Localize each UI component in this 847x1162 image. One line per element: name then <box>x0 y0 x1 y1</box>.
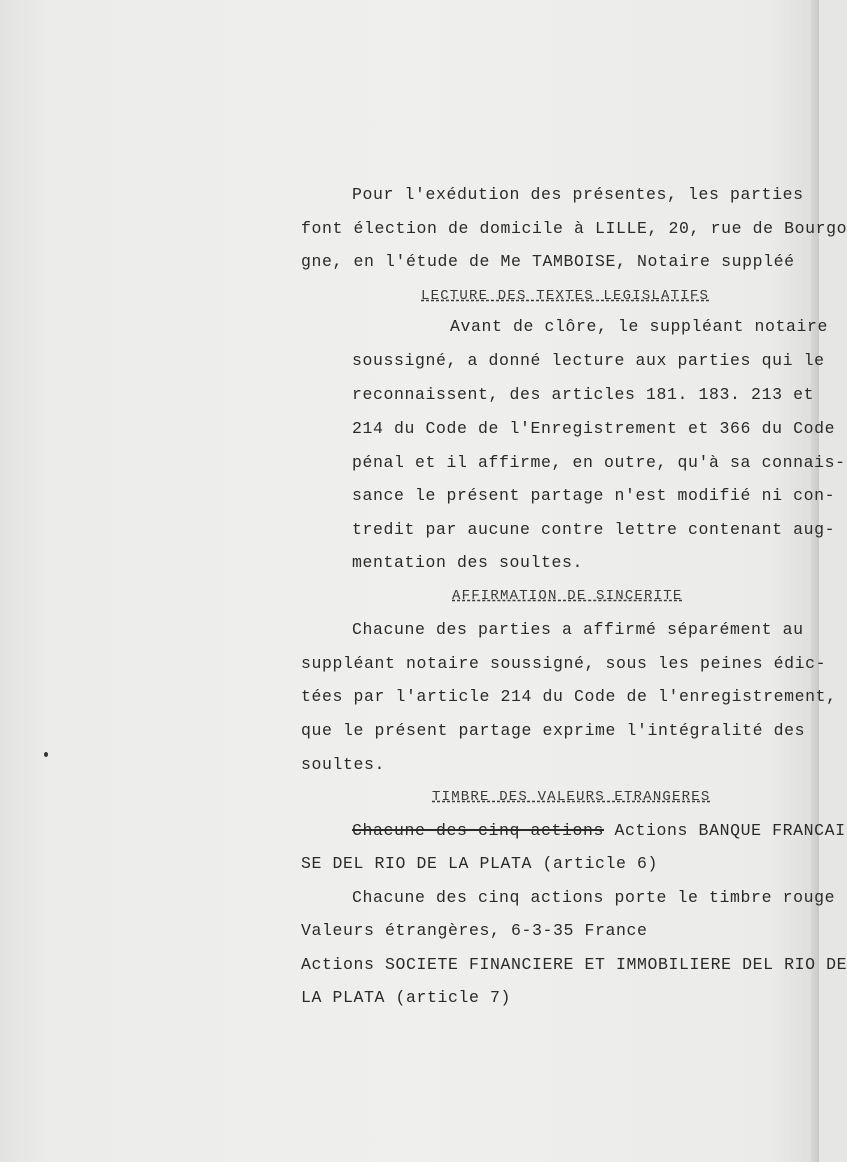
text-line: Valeurs étrangères, 6-3-35 France <box>301 921 648 940</box>
section-heading: LECTURE DES TEXTES LEGISLATIFS <box>421 288 710 304</box>
text-line: tées par l'article 214 du Code de l'enregistrement, <box>301 687 837 706</box>
text-line: tredit par aucune contre lettre contenant aug- <box>352 520 836 539</box>
text-line: soultes. <box>301 755 386 774</box>
ink-speck <box>44 752 48 757</box>
text-line: Chacune des cinq actions porte le timbre rouge <box>352 888 836 907</box>
text-line: soussigné, a donné lecture aux parties qui le <box>352 351 825 370</box>
text-line: sance le présent partage n'est modifié ni con- <box>352 486 836 505</box>
text-line: Avant de clôre, le suppléant notaire <box>450 317 829 336</box>
text-line: Pour l'exédution des présentes, les parties <box>352 185 804 204</box>
text-line: 214 du Code de l'Enregistrement et 366 du Code <box>352 419 836 438</box>
text-line: gne, en l'étude de Me TAMBOISE, Notaire suppléé <box>301 252 795 271</box>
text-line: LA PLATA (article 7) <box>301 988 512 1007</box>
text-line: Actions SOCIETE FINANCIERE ET IMMOBILIERE DEL RIO DE <box>301 955 847 974</box>
text-line: mentation des soultes. <box>352 553 584 572</box>
text-line: pénal et il affirme, en outre, qu'à sa connais- <box>352 453 846 472</box>
text-line: que le présent partage exprime l'intégralité des <box>301 721 806 740</box>
page-edge <box>811 0 819 1162</box>
text-line: suppléant notaire soussigné, sous les peines édic- <box>301 654 827 673</box>
text-line: SE DEL RIO DE LA PLATA (article 6) <box>301 854 659 873</box>
text-line <box>352 821 846 841</box>
text-line: Chacune des parties a affirmé séparément au <box>352 620 804 639</box>
text-line: reconnaissent, des articles 181. 183. 213 et <box>352 385 815 404</box>
section-heading: TIMBRE DES VALEURS ETRANGERES <box>432 789 711 805</box>
struck-text: Chacune des cinq actions <box>352 821 605 840</box>
text-line: font élection de domicile à LILLE, 20, rue de Bourgo <box>301 219 847 238</box>
text-fragment: Actions BANQUE FRANCAI <box>604 821 846 840</box>
section-heading: AFFIRMATION DE SINCERITE <box>452 588 683 604</box>
